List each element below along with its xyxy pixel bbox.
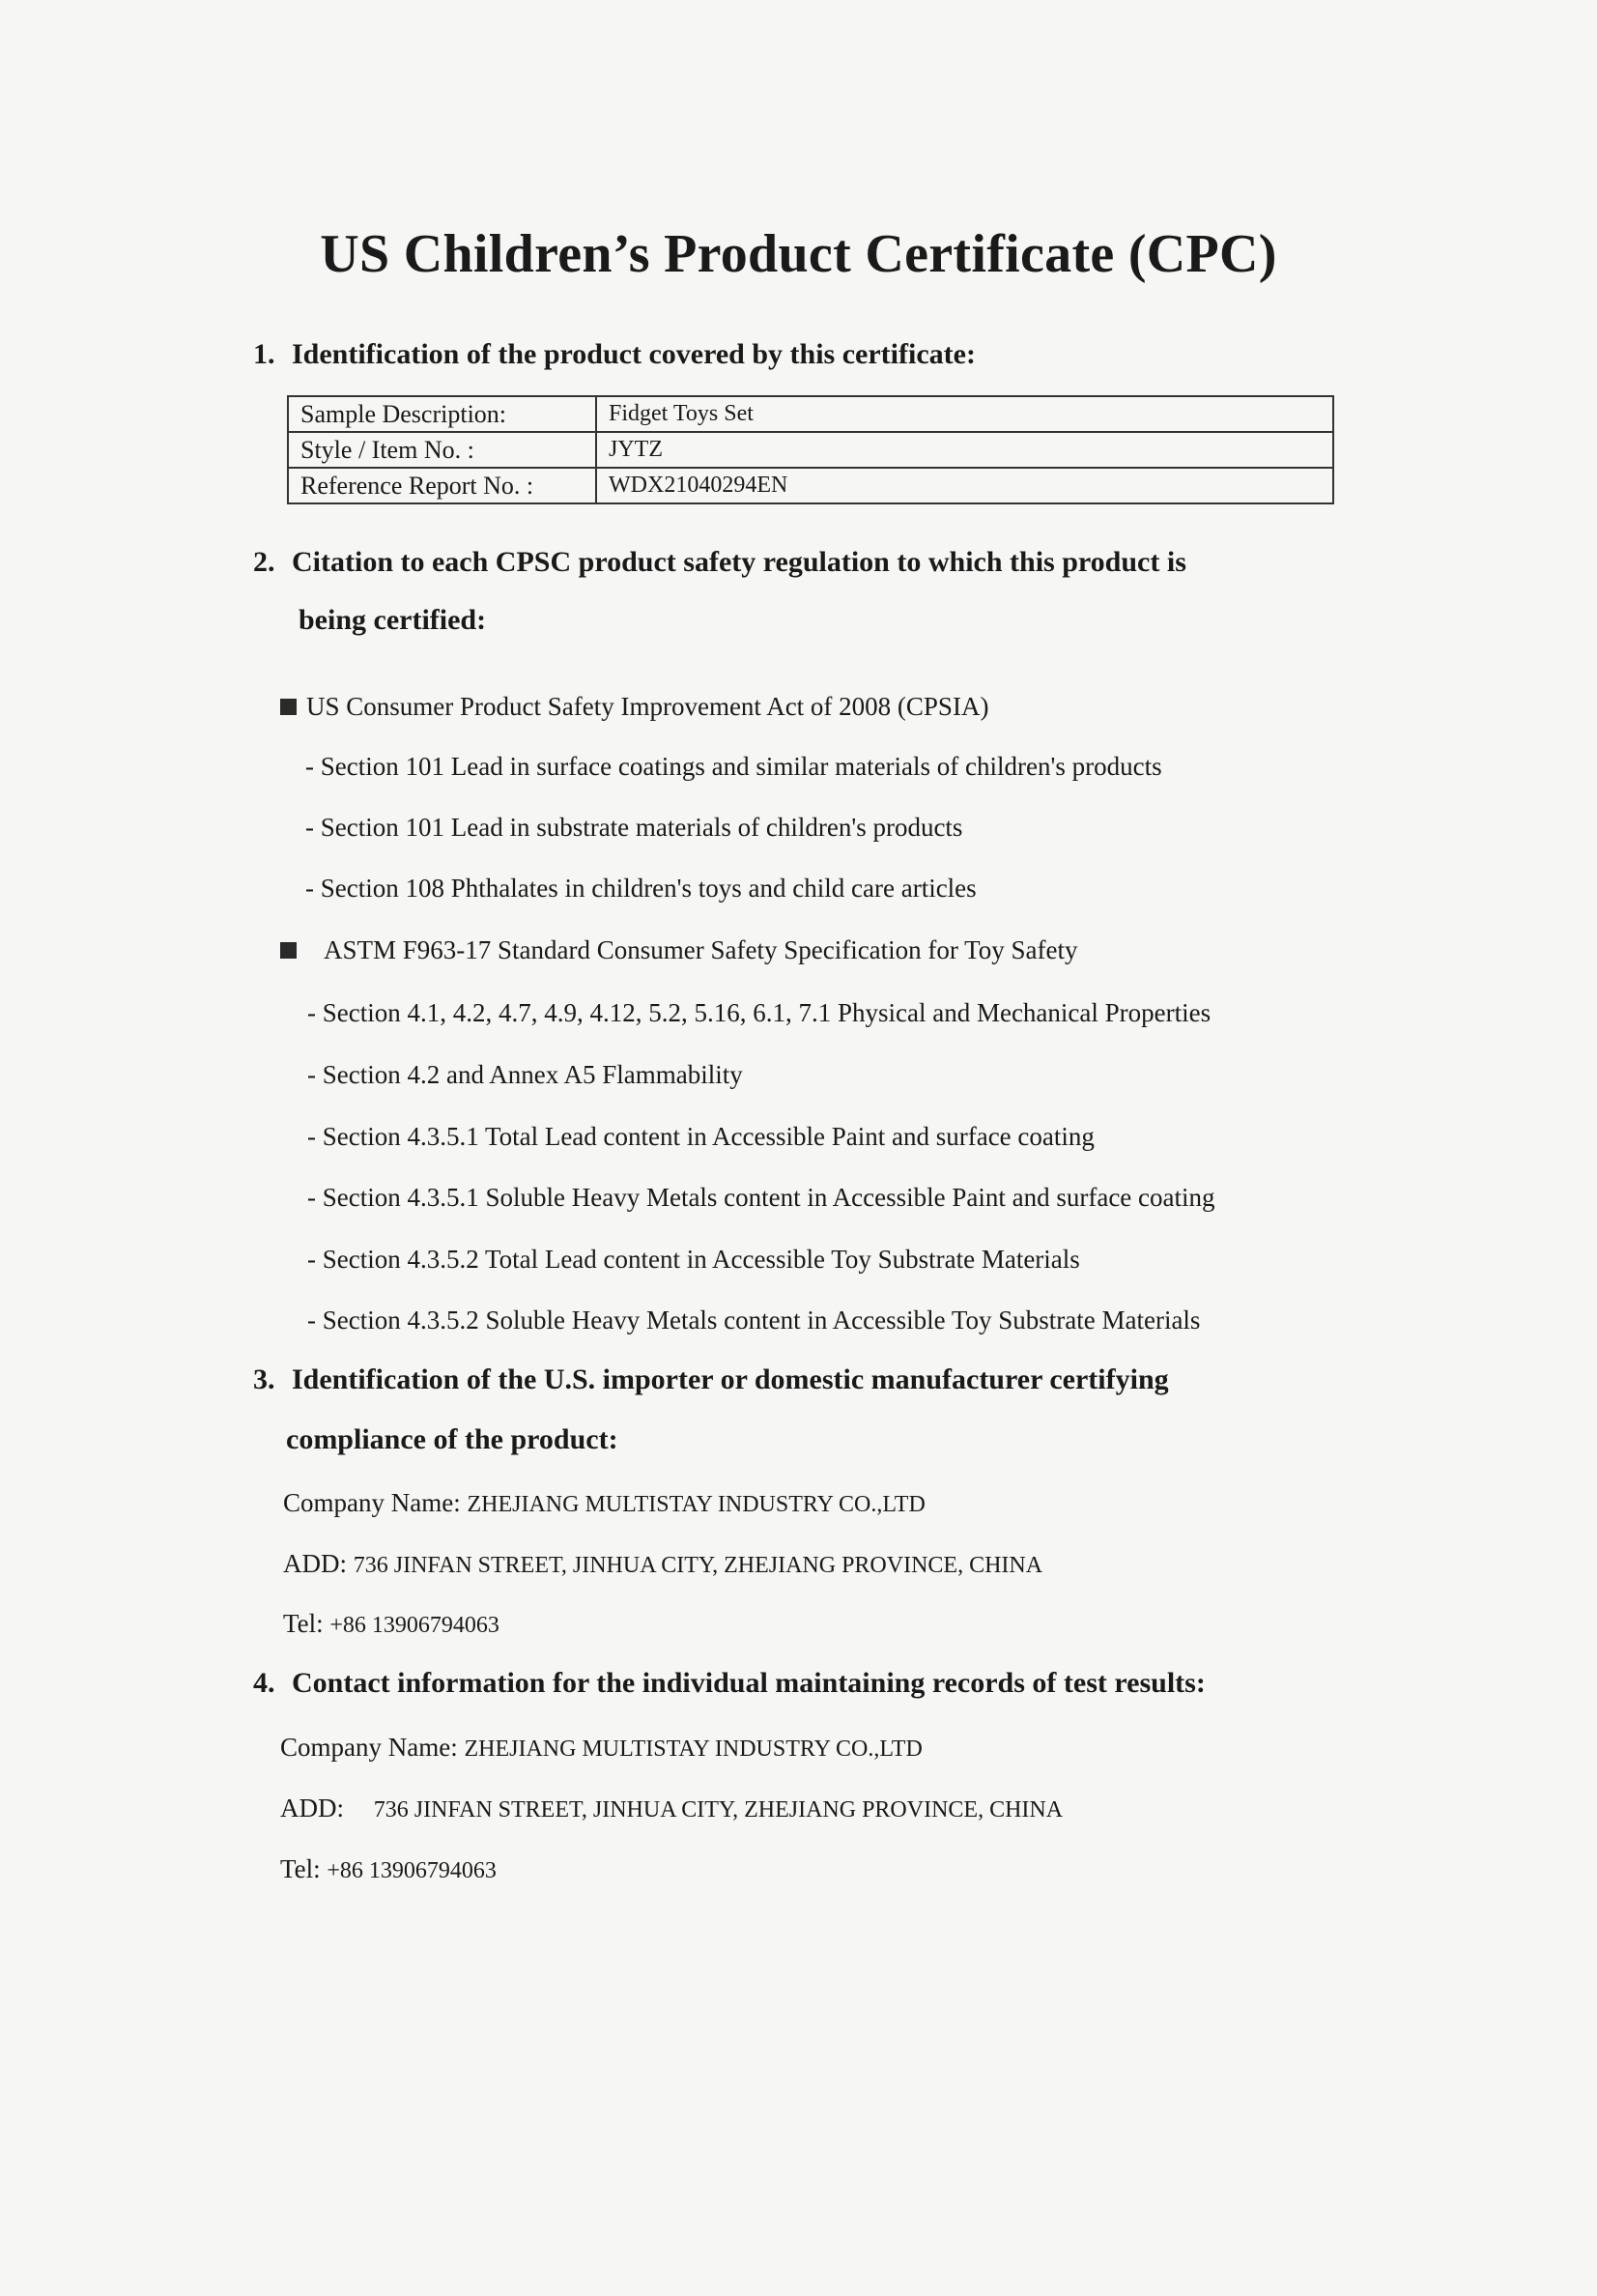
product-identification-table bbox=[287, 395, 1334, 504]
list-item: - Section 4.2 and Annex A5 Flammability bbox=[307, 1060, 743, 1089]
records-address bbox=[280, 1791, 1063, 1827]
records-tel bbox=[280, 1851, 497, 1888]
address-label: ADD: bbox=[283, 1549, 347, 1578]
reference-report-value: WDX21040294EN bbox=[596, 468, 1333, 503]
company-label: Company Name: bbox=[283, 1488, 461, 1517]
list-item: - Section 4.3.5.1 Soluble Heavy Metals content in Accessible Paint and surface coating bbox=[307, 1183, 1215, 1212]
section-4-heading bbox=[253, 1664, 1206, 1703]
section-2-heading bbox=[253, 543, 1186, 582]
address-label: ADD: bbox=[280, 1794, 344, 1822]
regulation-title: US Consumer Product Safety Improvement Act of 2008 (CPSIA) bbox=[306, 692, 989, 721]
section-1-title: Identification of the product covered by this certificate: bbox=[292, 338, 976, 370]
importer-company bbox=[283, 1485, 926, 1522]
address-value: 736 JINFAN STREET, JINHUA CITY, ZHEJIANG PROVINCE, CHINA bbox=[353, 1553, 1043, 1578]
list-item: - Section 101 Lead in surface coatings and similar materials of children's products bbox=[305, 752, 1162, 781]
section-2-title-line2: being certified: bbox=[299, 604, 487, 636]
table-row bbox=[288, 468, 1333, 503]
section-1-heading bbox=[253, 335, 976, 374]
company-value: ZHEJIANG MULTISTAY INDUSTRY CO.,LTD bbox=[467, 1492, 926, 1517]
records-company bbox=[280, 1730, 923, 1766]
section-2-number: 2. bbox=[253, 546, 275, 578]
list-item: - Section 101 Lead in substrate materials of children's products bbox=[305, 813, 963, 842]
section-3-title-line1: Identification of the U.S. importer or domestic manufacturer certifying bbox=[292, 1363, 1169, 1395]
section-4-number: 4. bbox=[253, 1667, 275, 1699]
importer-tel bbox=[283, 1606, 499, 1643]
list-item: - Section 4.3.5.2 Total Lead content in Accessible Toy Substrate Materials bbox=[307, 1245, 1080, 1274]
list-item: - Section 4.3.5.2 Soluble Heavy Metals content in Accessible Toy Substrate Materials bbox=[307, 1306, 1201, 1335]
table-row bbox=[288, 432, 1333, 468]
style-item-label: Style / Item No. : bbox=[288, 432, 596, 468]
company-label: Company Name: bbox=[280, 1733, 458, 1762]
importer-address bbox=[283, 1546, 1042, 1583]
regulation-astm bbox=[280, 933, 1078, 967]
square-bullet-icon bbox=[280, 699, 297, 715]
sample-description-label: Sample Description: bbox=[288, 396, 596, 432]
company-value: ZHEJIANG MULTISTAY INDUSTRY CO.,LTD bbox=[464, 1736, 923, 1762]
table-row bbox=[288, 396, 1333, 432]
tel-value: +86 13906794063 bbox=[327, 1858, 497, 1883]
square-bullet-icon bbox=[280, 942, 297, 959]
section-1-number: 1. bbox=[253, 338, 275, 370]
list-item: - Section 108 Phthalates in children's toys and child care articles bbox=[305, 874, 977, 903]
tel-label: Tel: bbox=[283, 1609, 324, 1638]
reference-report-label: Reference Report No. : bbox=[288, 468, 596, 503]
tel-label: Tel: bbox=[280, 1854, 321, 1883]
tel-value: +86 13906794063 bbox=[329, 1613, 499, 1638]
regulation-title: ASTM F963-17 Standard Consumer Safety Specification for Toy Safety bbox=[324, 935, 1078, 964]
section-3-heading bbox=[253, 1361, 1169, 1399]
document-title: US Children’s Product Certificate (CPC) bbox=[320, 224, 1277, 284]
address-value: 736 JINFAN STREET, JINHUA CITY, ZHEJIANG PROVINCE, CHINA bbox=[373, 1797, 1064, 1822]
list-item: - Section 4.1, 4.2, 4.7, 4.9, 4.12, 5.2, 5.16, 6.1, 7.1 Physical and Mechanical Properties bbox=[307, 998, 1212, 1027]
section-2-title-line1: Citation to each CPSC product safety regulation to which this product is bbox=[292, 546, 1186, 578]
list-item: - Section 4.3.5.1 Total Lead content in Accessible Paint and surface coating bbox=[307, 1122, 1095, 1151]
section-3-number: 3. bbox=[253, 1363, 275, 1395]
section-3-title-line2: compliance of the product: bbox=[286, 1423, 618, 1455]
regulation-cpsia bbox=[280, 689, 988, 724]
style-item-value: JYTZ bbox=[596, 432, 1333, 468]
sample-description-value: Fidget Toys Set bbox=[596, 396, 1333, 432]
section-4-title: Contact information for the individual maintaining records of test results: bbox=[292, 1667, 1206, 1699]
